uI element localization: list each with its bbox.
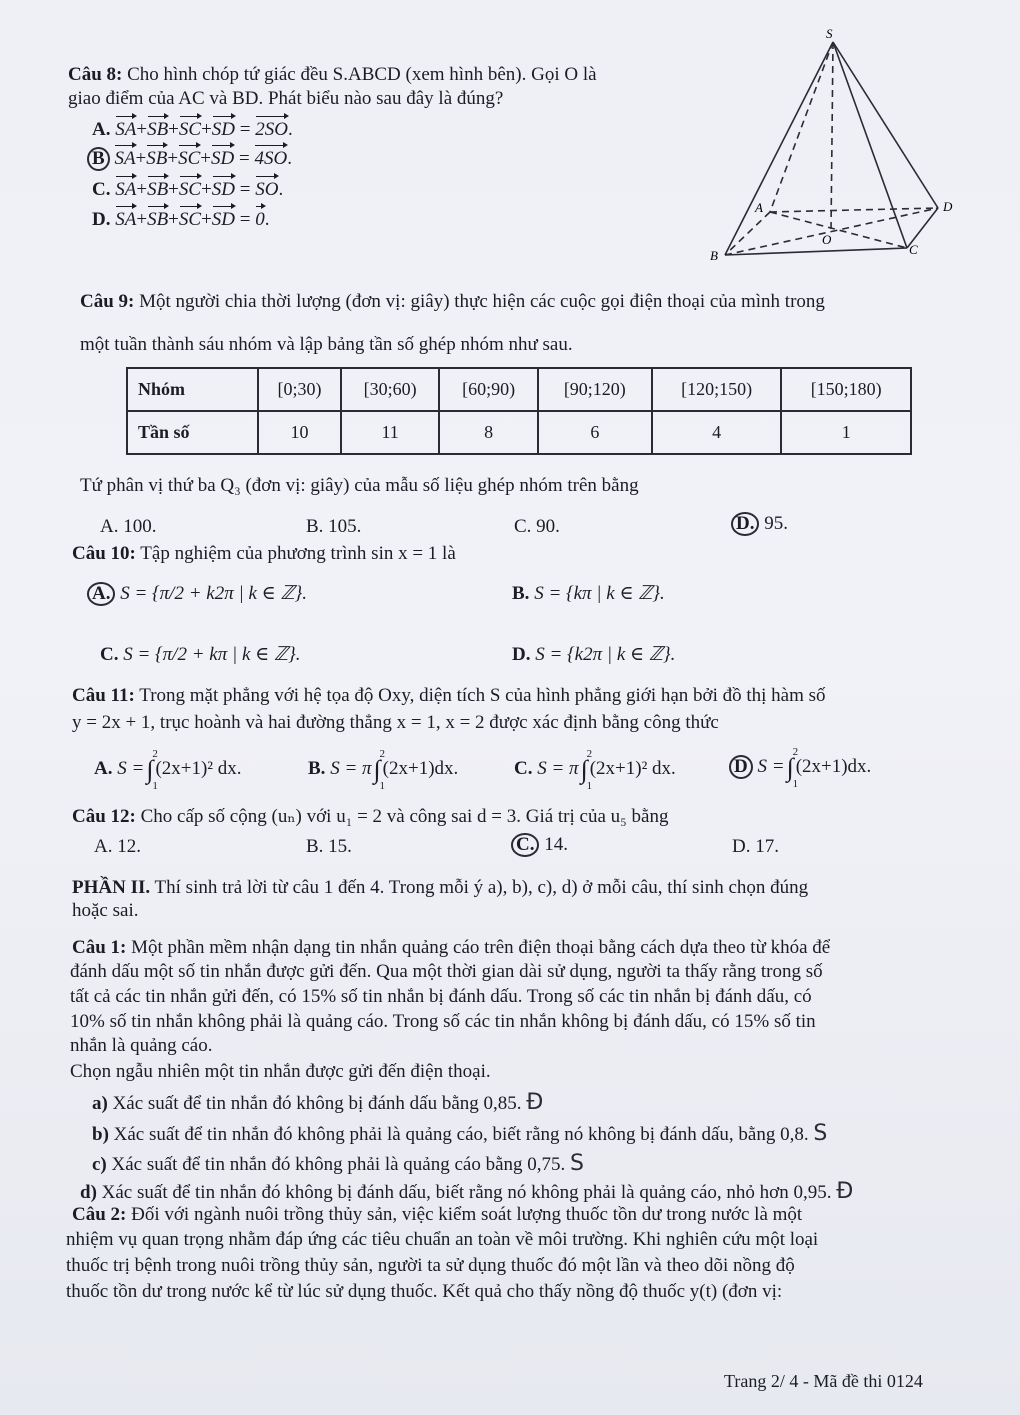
pyramid-figure: [700, 20, 1000, 270]
table-cell: [60;90): [439, 368, 537, 411]
q10-option-a-key: A.: [87, 582, 115, 606]
q12-text: Cho cấp số cộng (uₙ) với u₁ = 2 và công sai d = 3. Giá trị của u₅ bằng: [140, 806, 669, 827]
q12-option-a: A. 12.: [94, 836, 141, 857]
p2q1-line: nhắn là quảng cáo.: [70, 1035, 213, 1056]
q9-question: Tứ phân vị thứ ba Q₃ (đơn vị: giây) của mẫu số liệu ghép nhóm trên bằng: [80, 475, 639, 496]
q8-option-key-circled: B: [87, 147, 110, 171]
p2q1-line: tất cả các tin nhắn gửi đến, có 15% số tin nhắn bị đánh dấu. Trong số các tin nhắn bị đánh dấu, có: [70, 986, 812, 1007]
table-cell: 10: [258, 411, 341, 454]
q10-option-d-text: S = {k2π | k ∈ ℤ}.: [535, 644, 676, 665]
figure-label-d: D: [943, 199, 953, 214]
q12-option-c: [516, 833, 568, 857]
part2-text-1: Thí sinh trả lời từ câu 1 đến 4. Trong mỗi ý a), b), c), d) ở mỗi câu, thí sinh chọn đúng: [154, 877, 809, 898]
q11-option-pre: S = π: [537, 758, 579, 779]
q11-option-body: (2x+1)² dx.: [155, 758, 242, 779]
q10-text: Tập nghiệm của phương trình sin x = 1 là: [140, 543, 456, 564]
q11-option-body: (2x+1)dx.: [795, 756, 872, 777]
q9-option-a: A. 100.: [100, 516, 157, 537]
item-key: b): [92, 1124, 109, 1145]
page-footer: Trang 2/ 4 - Mã đề thi 0124: [724, 1371, 923, 1391]
p2q2-line-1: [72, 1203, 802, 1227]
p2q1-line: đánh dấu một số tin nhắn được gửi đến. Qua một thời gian dài sử dụng, người ta thấy rằng trong số: [70, 961, 823, 982]
p2q2-line: nhiệm vụ quan trọng nhằm đáp ứng các tiêu chuẩn an toàn về môi trường. Khi nghiên cứu một loại: [66, 1229, 819, 1250]
p2q1-line: Chọn ngẫu nhiên một tin nhắn được gửi đến điện thoại.: [70, 1061, 491, 1082]
q11-option-key: B.: [308, 758, 326, 779]
p2q1-item-a: [92, 1089, 543, 1117]
q9-option-d-key: D.: [731, 512, 759, 536]
q8-option-rhs: 2SO: [255, 119, 288, 140]
part2-text-2: hoặc sai.: [72, 900, 139, 921]
table-cell: [0;30): [258, 368, 341, 411]
q8-option-b: B SA+SB+SC+SD = 4SO.: [92, 147, 292, 171]
item-text: Xác suất để tin nhắn đó không bị đánh dấu, biết rằng nó không phải là quảng cáo, nhỏ hơn 0,95.: [101, 1182, 832, 1203]
table-header-group: Nhóm: [127, 368, 258, 411]
q9-label: Câu 9:: [80, 291, 135, 312]
table-cell: 11: [341, 411, 439, 454]
item-key: c): [92, 1154, 107, 1175]
table-cell: [150;180): [781, 368, 911, 411]
integral-sign: ∫ 2 1: [373, 748, 386, 792]
table-cell: 4: [652, 411, 782, 454]
p2q1-item-b: [92, 1120, 827, 1148]
q8-text-1: Cho hình chóp tứ giác đều S.ABCD (xem hình bên). Gọi O là: [127, 64, 597, 85]
p2q2-label: Câu 2:: [72, 1204, 127, 1225]
item-key: a): [92, 1093, 108, 1114]
table-cell: [90;120): [538, 368, 652, 411]
figure-label-s: S: [826, 26, 833, 41]
q12-line: [72, 805, 668, 829]
figure-label-o: O: [822, 232, 832, 247]
q10-option-c-key: C.: [100, 644, 119, 665]
q11-option-b: [308, 748, 459, 792]
q11-option-key: A.: [94, 758, 113, 779]
table-row: [127, 411, 911, 454]
q11-option-d: [734, 746, 872, 790]
q12-option-d: D. 17.: [732, 836, 779, 857]
q10-option-c: [100, 643, 300, 667]
handwritten-mark: Đ: [526, 1090, 544, 1115]
q10-label: Câu 10:: [72, 543, 136, 564]
q8-option-key: A.: [92, 119, 111, 140]
item-text: Xác suất để tin nhắn đó không phải là quảng cáo bằng 0,75.: [111, 1154, 566, 1175]
table-cell: 8: [439, 411, 537, 454]
q11-option-key-circled: D: [729, 755, 753, 779]
q9-option-d: [736, 512, 788, 536]
q9-text-2: một tuần thành sáu nhóm và lập bảng tần số ghép nhóm như sau.: [80, 334, 573, 355]
table-header-freq: Tần số: [127, 411, 258, 454]
table-cell: 6: [538, 411, 652, 454]
item-key: d): [80, 1182, 97, 1203]
q9-option-b: B. 105.: [306, 516, 362, 537]
q11-option-pre: S =: [117, 758, 145, 779]
table-cell: [30;60): [341, 368, 439, 411]
p2q1-item-d: [80, 1178, 853, 1206]
frequency-table: [126, 367, 912, 455]
q11-option-pre: S = π: [330, 758, 372, 779]
q9-text-1: Một người chia thời lượng (đơn vị: giây) thực hiện các cuộc gọi điện thoại của mình trong: [139, 291, 825, 312]
q10-option-b-key: B.: [512, 583, 530, 604]
q10-line: [72, 542, 456, 566]
q10-option-b: [512, 582, 665, 606]
handwritten-mark: S: [570, 1151, 585, 1176]
handwritten-mark: Đ: [836, 1179, 854, 1204]
q8-option-d: D. SA+SB+SC+SD = 0.: [92, 209, 270, 230]
q9-option-c: C. 90.: [514, 516, 560, 537]
p2q1-label: Câu 1:: [72, 937, 127, 958]
q11-option-c: [514, 748, 676, 792]
q12-option-b: B. 15.: [306, 836, 352, 857]
q11-text-1: Trong mặt phẳng với hệ tọa độ Oxy, diện tích S của hình phẳng giới hạn bởi đồ thị hàm số: [139, 685, 826, 706]
q8-label: Câu 8:: [68, 64, 123, 85]
q8-option-rhs: 4SO: [254, 148, 288, 169]
q8-option-key: D.: [92, 209, 111, 230]
q10-option-d-key: D.: [512, 644, 531, 665]
part2-line-1: [72, 876, 808, 900]
q8-text-2: giao điểm của AC và BD. Phát biểu nào sau đây là đúng?: [68, 88, 504, 109]
q12-option-c-key: C.: [511, 833, 539, 857]
integral-sign: ∫ 2 1: [146, 748, 158, 792]
p2q1-text: Một phần mềm nhận dạng tin nhắn quảng cáo trên điện thoại bằng cách dựa theo từ khóa để: [131, 937, 831, 958]
item-text: Xác suất để tin nhắn đó không bị đánh dấu bằng 0,85.: [112, 1093, 522, 1114]
q8-option-a: A. SA+SB+SC+SD = 2SO.: [92, 119, 293, 140]
table-cell: [120;150): [652, 368, 782, 411]
integral-sign: ∫ 2 1: [580, 748, 593, 792]
q11-label: Câu 11:: [72, 685, 135, 706]
q10-option-b-text: S = {kπ | k ∈ ℤ}.: [534, 583, 665, 604]
q10-option-c-text: S = {π/2 + kπ | k ∈ ℤ}.: [123, 644, 301, 665]
p2q2-line: thuốc tồn dư trong nước kể từ lúc sử dụng thuốc. Kết quả cho thấy nồng độ thuốc y(t) (đơn vị:: [66, 1281, 783, 1302]
q11-option-a: [94, 748, 242, 792]
p2q2-text: Đối với ngành nuôi trồng thủy sản, việc kiểm soát lượng thuốc tồn dư trong nước là một: [131, 1204, 803, 1225]
figure-label-c: C: [909, 242, 918, 257]
part2-label: PHẦN II.: [72, 877, 151, 898]
table-cell: 1: [781, 411, 911, 454]
q8-option-rhs: 0: [255, 209, 265, 230]
item-text: Xác suất để tin nhắn đó không phải là quảng cáo, biết rằng nó không bị đánh dấu, bằng 0,8.: [113, 1124, 809, 1145]
q10-option-d: [512, 643, 675, 667]
q8-line-1: [68, 63, 597, 87]
q10-option-a: [92, 582, 307, 606]
q9-line-1: [80, 290, 825, 314]
integral-sign: ∫ 2 1: [786, 746, 799, 790]
p2q2-line: thuốc trị bệnh trong nuôi trồng thủy sản, người ta sử dụng thuốc đó một lần và theo dõi nồng độ: [66, 1255, 795, 1276]
handwritten-mark: S: [813, 1121, 828, 1146]
q8-option-key: C.: [92, 179, 111, 200]
q8-option-rhs: SO: [255, 179, 279, 200]
figure-label-b: B: [710, 248, 718, 263]
table-row: [127, 368, 911, 411]
q11-option-pre: S =: [757, 756, 785, 777]
figure-label-a: A: [755, 200, 763, 215]
q12-option-c-text: 14.: [544, 834, 568, 855]
q12-label: Câu 12:: [72, 806, 136, 827]
q11-option-key: C.: [514, 758, 533, 779]
q8-option-c: C. SA+SB+SC+SD = SO.: [92, 179, 284, 200]
q11-option-body: (2x+1)dx.: [382, 758, 459, 779]
q11-line-1: [72, 684, 826, 708]
q11-text-2: y = 2x + 1, trục hoành và hai đường thẳng x = 1, x = 2 được xác định bằng công thức: [72, 712, 719, 733]
q9-option-d-text: 95.: [764, 513, 788, 534]
q11-option-body: (2x+1)² dx.: [589, 758, 676, 779]
p2q1-line-1: [72, 936, 830, 960]
p2q1-item-c: [92, 1150, 584, 1178]
q10-option-a-text: S = {π/2 + k2π | k ∈ ℤ}.: [120, 583, 307, 604]
p2q1-line: 10% số tin nhắn không phải là quảng cáo. Trong số các tin nhắn không bị đánh dấu, có 15% số tin: [70, 1011, 816, 1032]
